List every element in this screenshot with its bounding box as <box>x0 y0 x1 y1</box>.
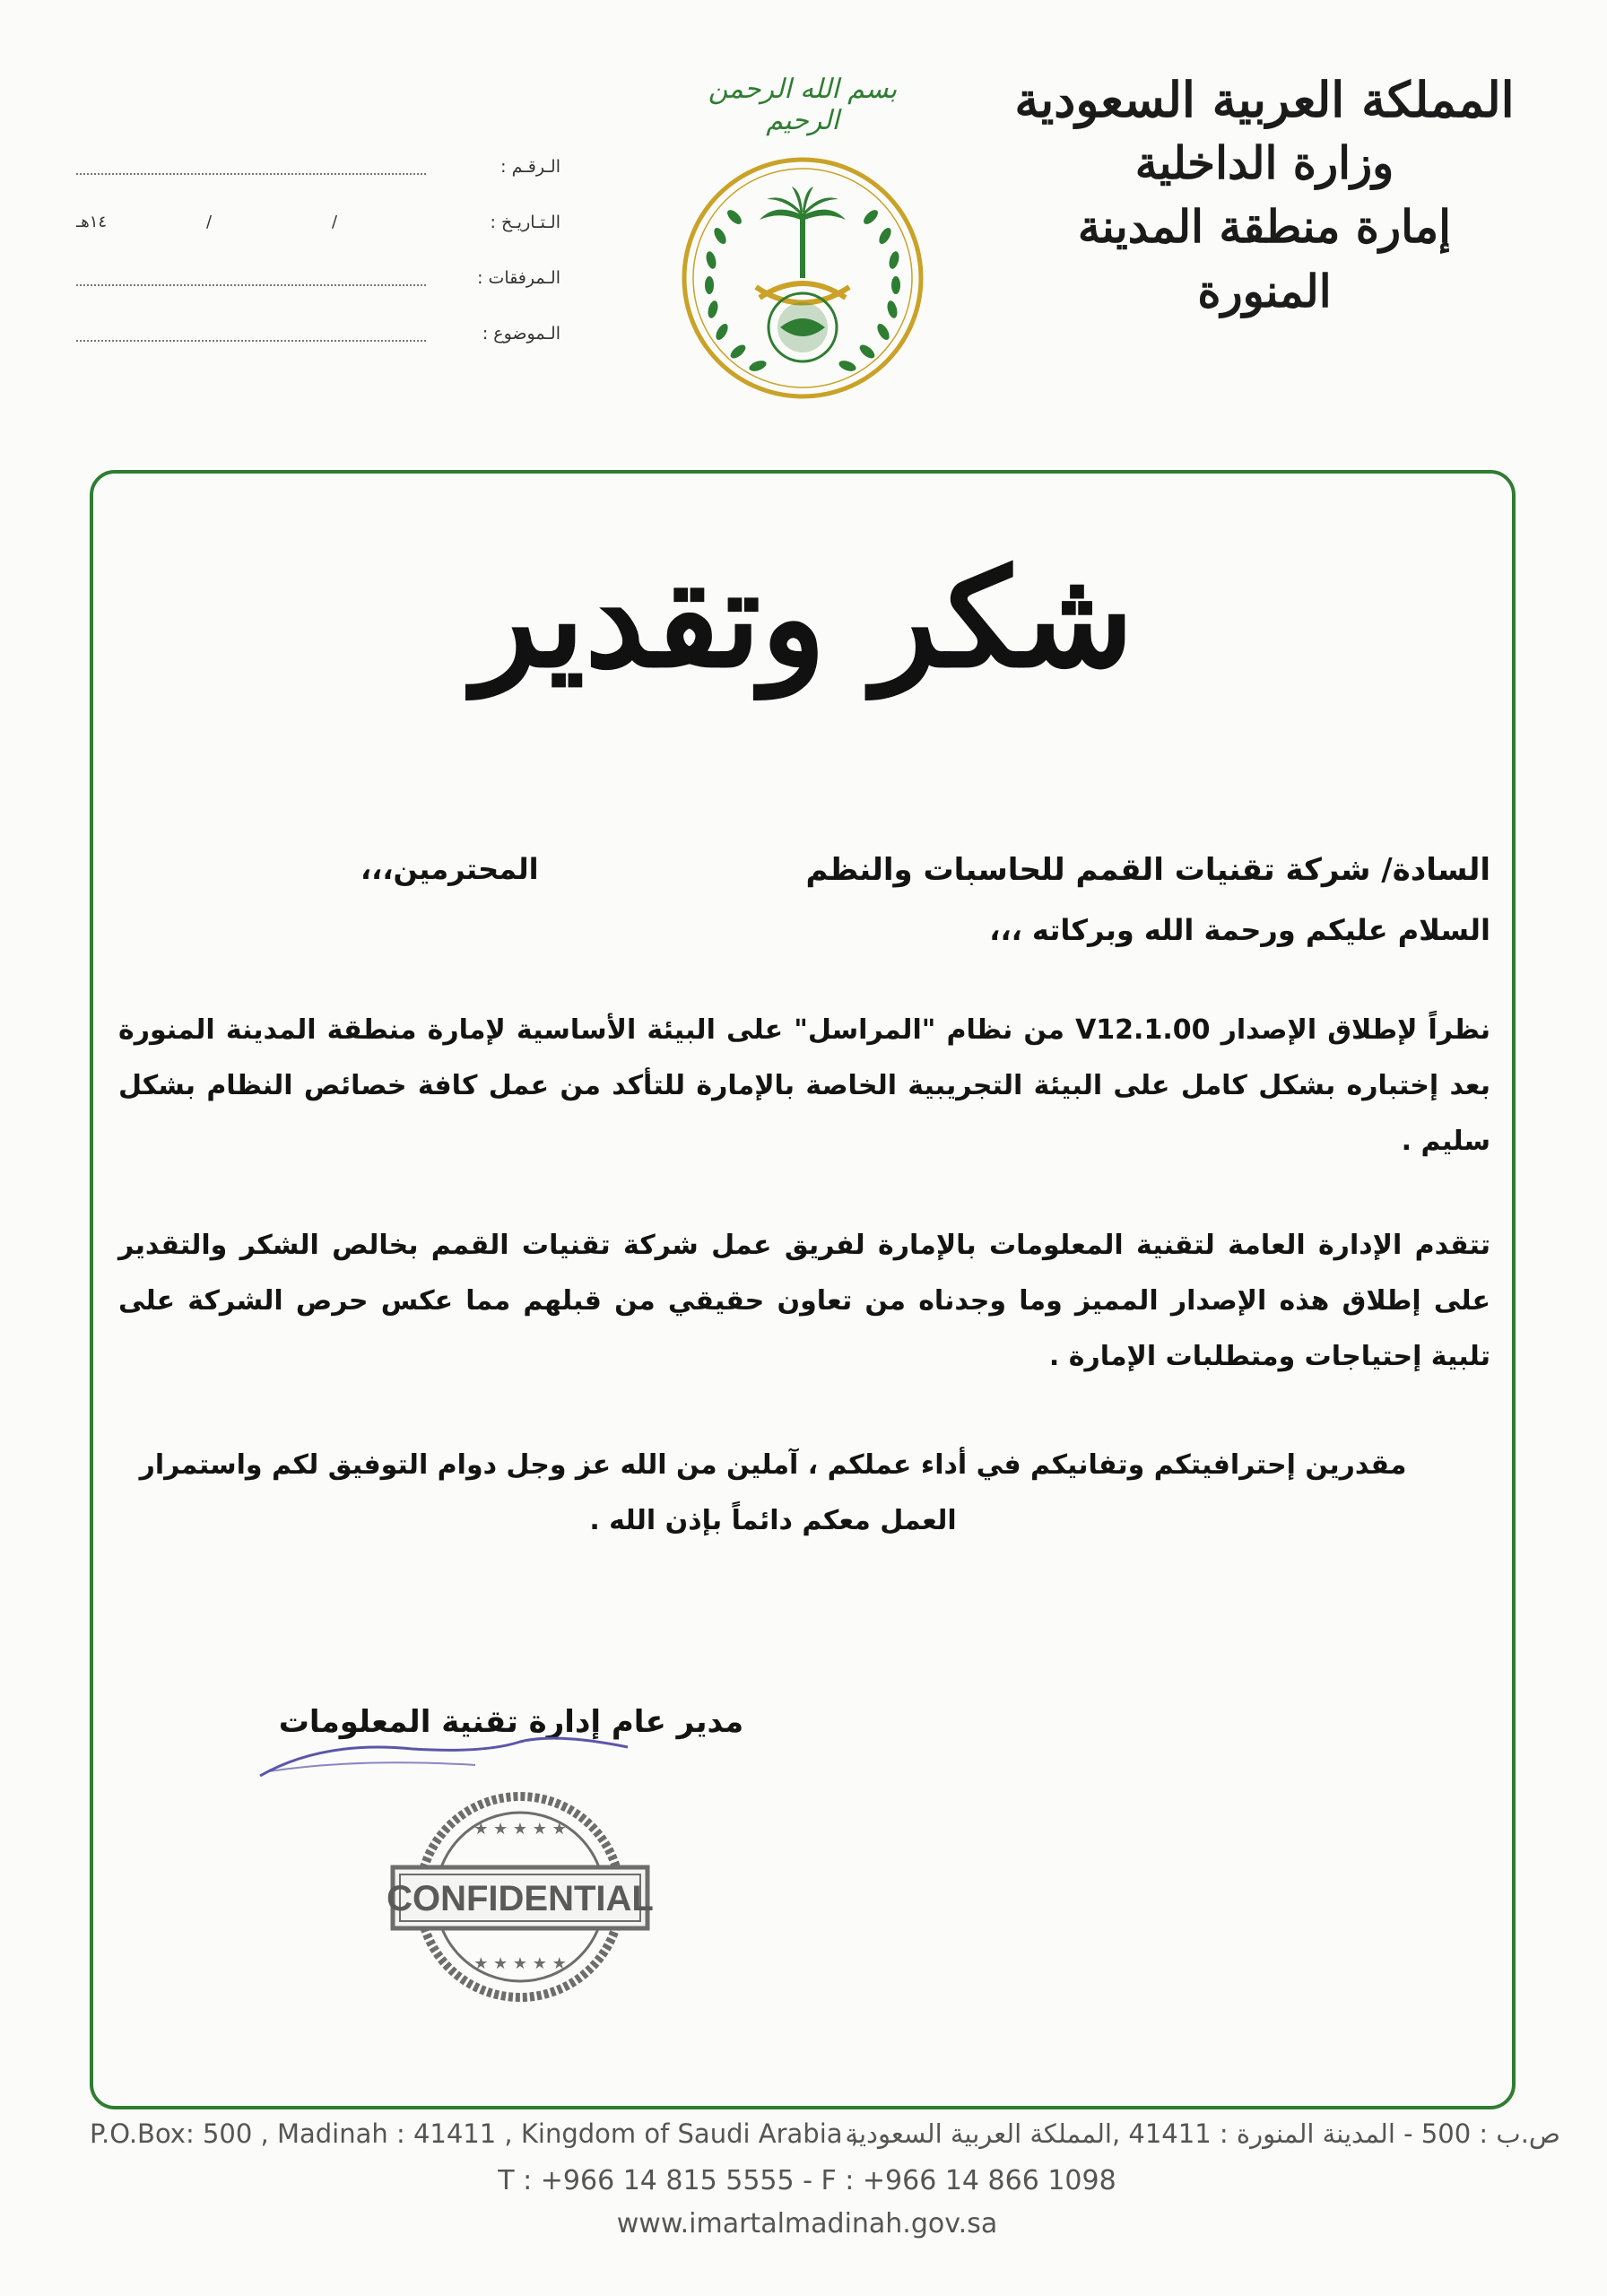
subject-field: الـموضوع : <box>76 324 560 379</box>
basmala: بسم الله الرحمن الرحيم <box>708 74 898 136</box>
attachments-field: الـمرفقات : <box>76 268 560 324</box>
address-english: P.O.Box: 500 , Madinah : 41411 , Kingdom of Saudi Arabia , <box>90 2118 859 2149</box>
stamp-label: CONFIDENTIAL <box>387 1879 654 1918</box>
addressee: السادة/ شركة تقنيات القمم للحاسبات والنظم <box>805 852 1490 888</box>
paragraph-3: مقدرين إحترافيتكم وتفانيكم في أداء عملكم ، آملين من الله عز وجل دوام التوفيق لكم واستمرار العمل معكم دائماً بإذن الله . <box>139 1449 1407 1536</box>
saudi-emblem-icon <box>677 152 928 404</box>
date-separator: / <box>206 213 213 231</box>
number-field: الـرقـم : <box>76 157 560 213</box>
svg-text:★ ★ ★ ★ ★: ★ ★ ★ ★ ★ <box>473 1954 567 1973</box>
greeting: السلام عليكم ورحمة الله وبركاته ،،، <box>989 913 1490 947</box>
kingdom-name: المملكة العربية السعودية <box>1014 71 1515 128</box>
footer-phone: T : +966 14 815 5555 - F : +966 14 866 1098 <box>498 2165 1116 2196</box>
letter-title: شكر وتقدير <box>473 540 1134 698</box>
date-suffix: ١٤هـ <box>76 213 108 231</box>
footer-address <box>54 2118 1560 2158</box>
footer-website[interactable]: www.imartalmadinah.gov.sa <box>616 2208 998 2239</box>
addressee-line <box>145 852 1490 906</box>
svg-text:★ ★ ★ ★ ★: ★ ★ ★ ★ ★ <box>473 1820 567 1839</box>
reference-fields <box>76 157 560 379</box>
ministry-header <box>1004 67 1524 324</box>
paragraph-1: نظراً لإطلاق الإصدار V12.1.00 من نظام "المراسل" على البيئة الأساسية لإمارة منطقة المدينة المنورة بعد إختباره بشكل كامل على البيئة التجريبية الخاصة بالإمارة للتأكد من عمل كافة خصائص النظام بشكل سليم . <box>118 1014 1490 1157</box>
date-separator: / <box>332 213 338 231</box>
address-arabic: ص.ب : 500 - المدينة المنورة : 41411 ,المملكة العربية السعودية <box>845 2118 1560 2149</box>
paragraph-2: تتقدم الإدارة العامة لتقنية المعلومات بالإمارة لفريق عمل شركة تقنيات القمم بخالص الشكر والتقدير على إطلاق هذه الإصدار المميز وما وجدناه من تعاون حقيقي من قبلهم مما عكس حرص الشركة على تلبية إحتياجات ومتطلبات الإمارة . <box>118 1230 1490 1372</box>
date-field: الـتـاريـخ : ١٤هـ / / <box>76 213 560 232</box>
respected: المحترمين،،، <box>360 852 539 886</box>
emirate-name: إمارة منطقة المدينة المنورة <box>1077 200 1452 317</box>
ministry-name: وزارة الداخلية <box>1134 136 1394 189</box>
confidential-stamp <box>386 1785 655 2009</box>
signer-title: مدير عام إدارة تقنية المعلومات <box>278 1704 744 1740</box>
signature-icon <box>251 1731 646 1785</box>
